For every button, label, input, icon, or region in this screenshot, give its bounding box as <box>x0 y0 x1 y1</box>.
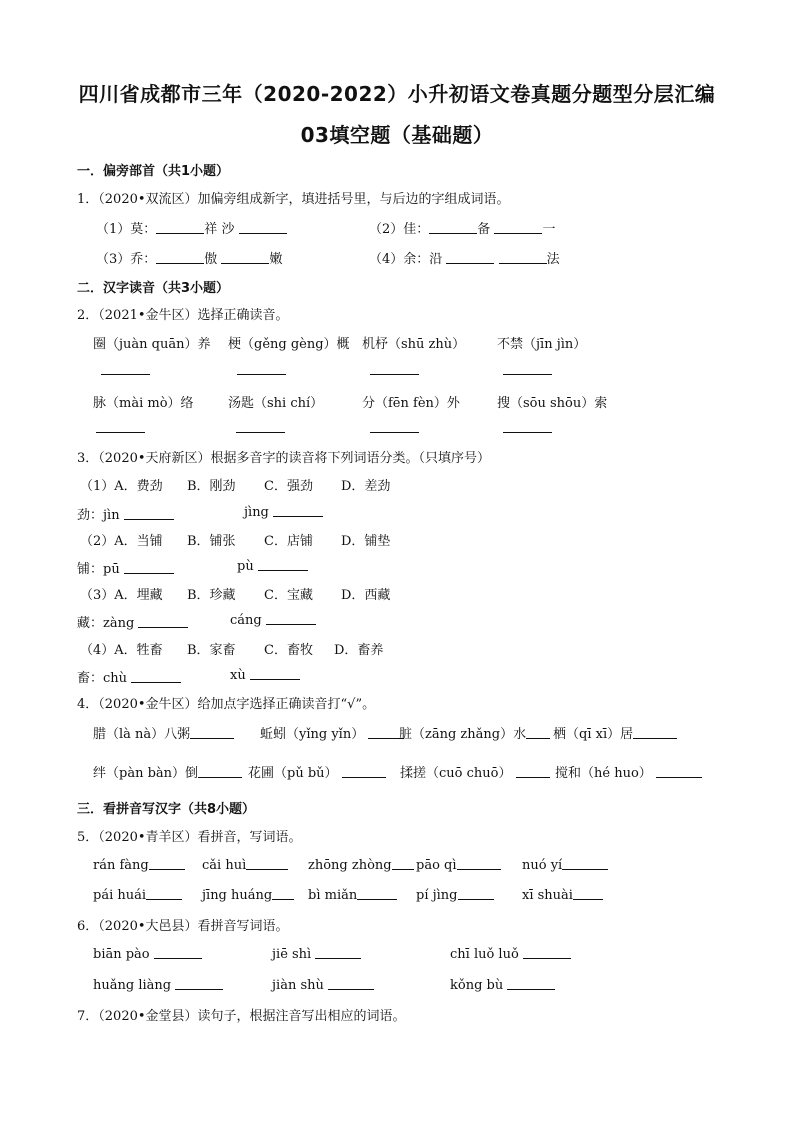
question-6-stem: 6．（2020•大邑县）看拼音写词语。 <box>77 919 289 934</box>
answer-blank[interactable] <box>370 374 419 375</box>
question-2-option: 搜（sōu shōu）索 <box>497 396 608 411</box>
question-2-option: 圈（juàn quān）养 <box>93 337 211 352</box>
question-3-answer-row: 铺：pū <box>77 558 174 577</box>
question-3-answer-row: pù <box>237 558 308 574</box>
question-2-option: 分（fēn fèn）外 <box>362 396 460 411</box>
answer-blank[interactable] <box>124 561 174 574</box>
question-5-item: rán fàng <box>93 857 185 873</box>
answer-blank[interactable] <box>370 432 419 433</box>
answer-blank[interactable] <box>156 251 204 264</box>
question-4-item: 花圃（pǔ bǔ） <box>248 762 386 781</box>
answer-blank[interactable] <box>221 251 269 264</box>
answer-blank[interactable] <box>656 765 702 778</box>
question-3-option: D．西藏 <box>341 588 391 603</box>
question-4-item: 搅和（hé huo） <box>555 762 702 781</box>
question-3-option: （1）A．费劲 <box>80 479 163 494</box>
question-4-item: 揉搓（cuō chuō） <box>400 762 550 781</box>
question-3-option: B．刚劲 <box>187 479 236 494</box>
question-3-option: B．珍藏 <box>187 588 236 603</box>
question-3-option: B．家畜 <box>187 643 236 658</box>
answer-blank[interactable] <box>458 887 494 900</box>
answer-blank[interactable] <box>457 857 501 870</box>
question-3-option: C．店铺 <box>264 534 313 549</box>
question-6-item: jiē shì <box>272 946 361 962</box>
answer-blank[interactable] <box>175 977 223 990</box>
question-2-option: 脉（mài mò）络 <box>93 396 194 411</box>
question-3-answer-row: jìng <box>244 504 323 520</box>
question-5-item: pái huái <box>93 887 182 903</box>
answer-blank[interactable] <box>357 887 397 900</box>
question-4-item: 腊（là nà）八粥 <box>93 723 234 742</box>
question-1-stem: 1．（2020•双流区）加偏旁组成新字，填进括号里，与后边的字组成词语。 <box>77 192 510 207</box>
question-6-item: jiàn shù <box>272 977 374 993</box>
answer-blank[interactable] <box>198 765 242 778</box>
question-3-option: C．宝藏 <box>264 588 313 603</box>
answer-blank[interactable] <box>156 221 204 234</box>
answer-blank[interactable] <box>154 946 202 959</box>
answer-blank[interactable] <box>96 432 145 433</box>
question-5-item: zhōng zhòng <box>308 857 414 873</box>
question-1-item-4: （4）余：沿 法 <box>369 252 560 267</box>
answer-blank[interactable] <box>124 507 174 520</box>
question-3-answer-row: 藏：zàng <box>77 612 188 631</box>
question-3-option: （3）A．埋藏 <box>80 588 163 603</box>
question-3-stem: 3．（2020•天府新区）根据多音字的读音将下列词语分类。（只填序号） <box>77 451 491 466</box>
answer-blank[interactable] <box>633 726 677 739</box>
answer-blank[interactable] <box>523 946 571 959</box>
answer-blank[interactable] <box>503 374 552 375</box>
answer-blank[interactable] <box>131 670 181 683</box>
question-4-stem: 4．（2020•金牛区）给加点字选择正确读音打“√”。 <box>77 697 376 712</box>
answer-blank[interactable] <box>328 977 374 990</box>
answer-blank[interactable] <box>503 432 552 433</box>
answer-blank[interactable] <box>250 667 300 680</box>
answer-blank[interactable] <box>342 765 386 778</box>
question-5-item: pí jìng <box>416 887 494 903</box>
answer-blank[interactable] <box>573 887 603 900</box>
question-5-item: nuó yí <box>522 857 608 873</box>
question-3-option: C．强劲 <box>264 479 313 494</box>
answer-blank[interactable] <box>146 887 182 900</box>
answer-blank[interactable] <box>562 857 608 870</box>
question-3-option: D．畜养 <box>334 643 384 658</box>
question-3-option: B．铺张 <box>187 534 236 549</box>
question-2-option: 汤匙（shi chí） <box>228 396 324 411</box>
answer-blank[interactable] <box>246 857 288 870</box>
question-3-option: D．铺垫 <box>341 534 391 549</box>
question-4-item: 栖（qī xī）居 <box>553 723 677 742</box>
question-3-answer-row: xù <box>230 667 300 683</box>
answer-blank[interactable] <box>526 726 550 739</box>
answer-blank[interactable] <box>516 765 550 778</box>
answer-blank[interactable] <box>266 612 316 625</box>
question-2-option: 机杼（shū zhù） <box>362 337 466 352</box>
answer-blank[interactable] <box>101 374 150 375</box>
question-5-item: pāo qì <box>416 857 501 873</box>
question-7-stem: 7．（2020•金堂县）读句子，根据注音写出相应的词语。 <box>77 1009 406 1024</box>
answer-blank[interactable] <box>429 221 477 234</box>
answer-blank[interactable] <box>499 251 547 264</box>
question-6-item: kǒng bù <box>450 977 555 993</box>
question-4-item: 蚯蚓（yǐng yǐn） <box>260 723 404 742</box>
answer-blank[interactable] <box>494 221 542 234</box>
answer-blank[interactable] <box>239 221 287 234</box>
question-5-item: jīng huáng <box>202 887 294 903</box>
answer-blank[interactable] <box>258 558 308 571</box>
question-6-item: chī luǒ luǒ <box>450 946 571 962</box>
question-5-item: xī shuài <box>522 887 603 903</box>
question-2-option: 不禁（jīn jìn） <box>497 337 587 352</box>
question-3-answer-row: cáng <box>230 612 316 628</box>
question-2-stem: 2．（2021•金牛区）选择正确读音。 <box>77 308 289 323</box>
question-5-stem: 5．（2020•青羊区）看拼音，写词语。 <box>77 830 302 845</box>
question-4-item: 脏（zāng zhǎng）水 <box>399 723 550 742</box>
question-3-option: D．差劲 <box>341 479 391 494</box>
answer-blank[interactable] <box>149 857 185 870</box>
answer-blank[interactable] <box>138 615 188 628</box>
answer-blank[interactable] <box>237 374 286 375</box>
document-subtitle: 03填空题（基础题） <box>300 123 494 147</box>
question-3-answer-row: 畜：chù <box>77 667 181 686</box>
answer-blank[interactable] <box>236 432 285 433</box>
answer-blank[interactable] <box>190 726 234 739</box>
answer-blank[interactable] <box>446 251 494 264</box>
section-heading-pronunciation: 二．汉字读音（共3小题） <box>77 281 230 296</box>
answer-blank[interactable] <box>392 857 414 870</box>
document-title: 四川省成都市三年（2020-2022）小升初语文卷真题分题型分层汇编 <box>78 82 716 106</box>
question-5-item: cǎi huì <box>202 857 288 873</box>
answer-blank[interactable] <box>315 946 361 959</box>
question-3-option: C．畜牧 <box>264 643 313 658</box>
question-5-item: bì miǎn <box>308 887 397 903</box>
question-3-option: （4）A．牲畜 <box>80 643 163 658</box>
answer-blank[interactable] <box>273 504 323 517</box>
question-6-item: biān pào <box>93 946 202 962</box>
question-1-item-3: （3）乔： 傲 嫩 <box>96 252 283 267</box>
question-3-option: （2）A．当铺 <box>80 534 163 549</box>
question-1-item-2: （2）佳： 备 一 <box>369 222 556 237</box>
question-4-item: 绊（pàn bàn）倒 <box>93 762 242 781</box>
question-2-option: 梗（gěng gèng）概 <box>228 337 350 352</box>
question-1-item-1: （1）莫： 祥 沙 <box>96 218 287 237</box>
question-3-answer-row: 劲：jìn <box>77 504 174 523</box>
answer-blank[interactable] <box>507 977 555 990</box>
question-6-item: huǎng liàng <box>93 977 223 993</box>
section-heading-radicals: 一．偏旁部首（共1小题） <box>77 164 230 179</box>
section-heading-pinyin-writing: 三．看拼音写汉字（共8小题） <box>77 802 256 817</box>
answer-blank[interactable] <box>272 887 294 900</box>
